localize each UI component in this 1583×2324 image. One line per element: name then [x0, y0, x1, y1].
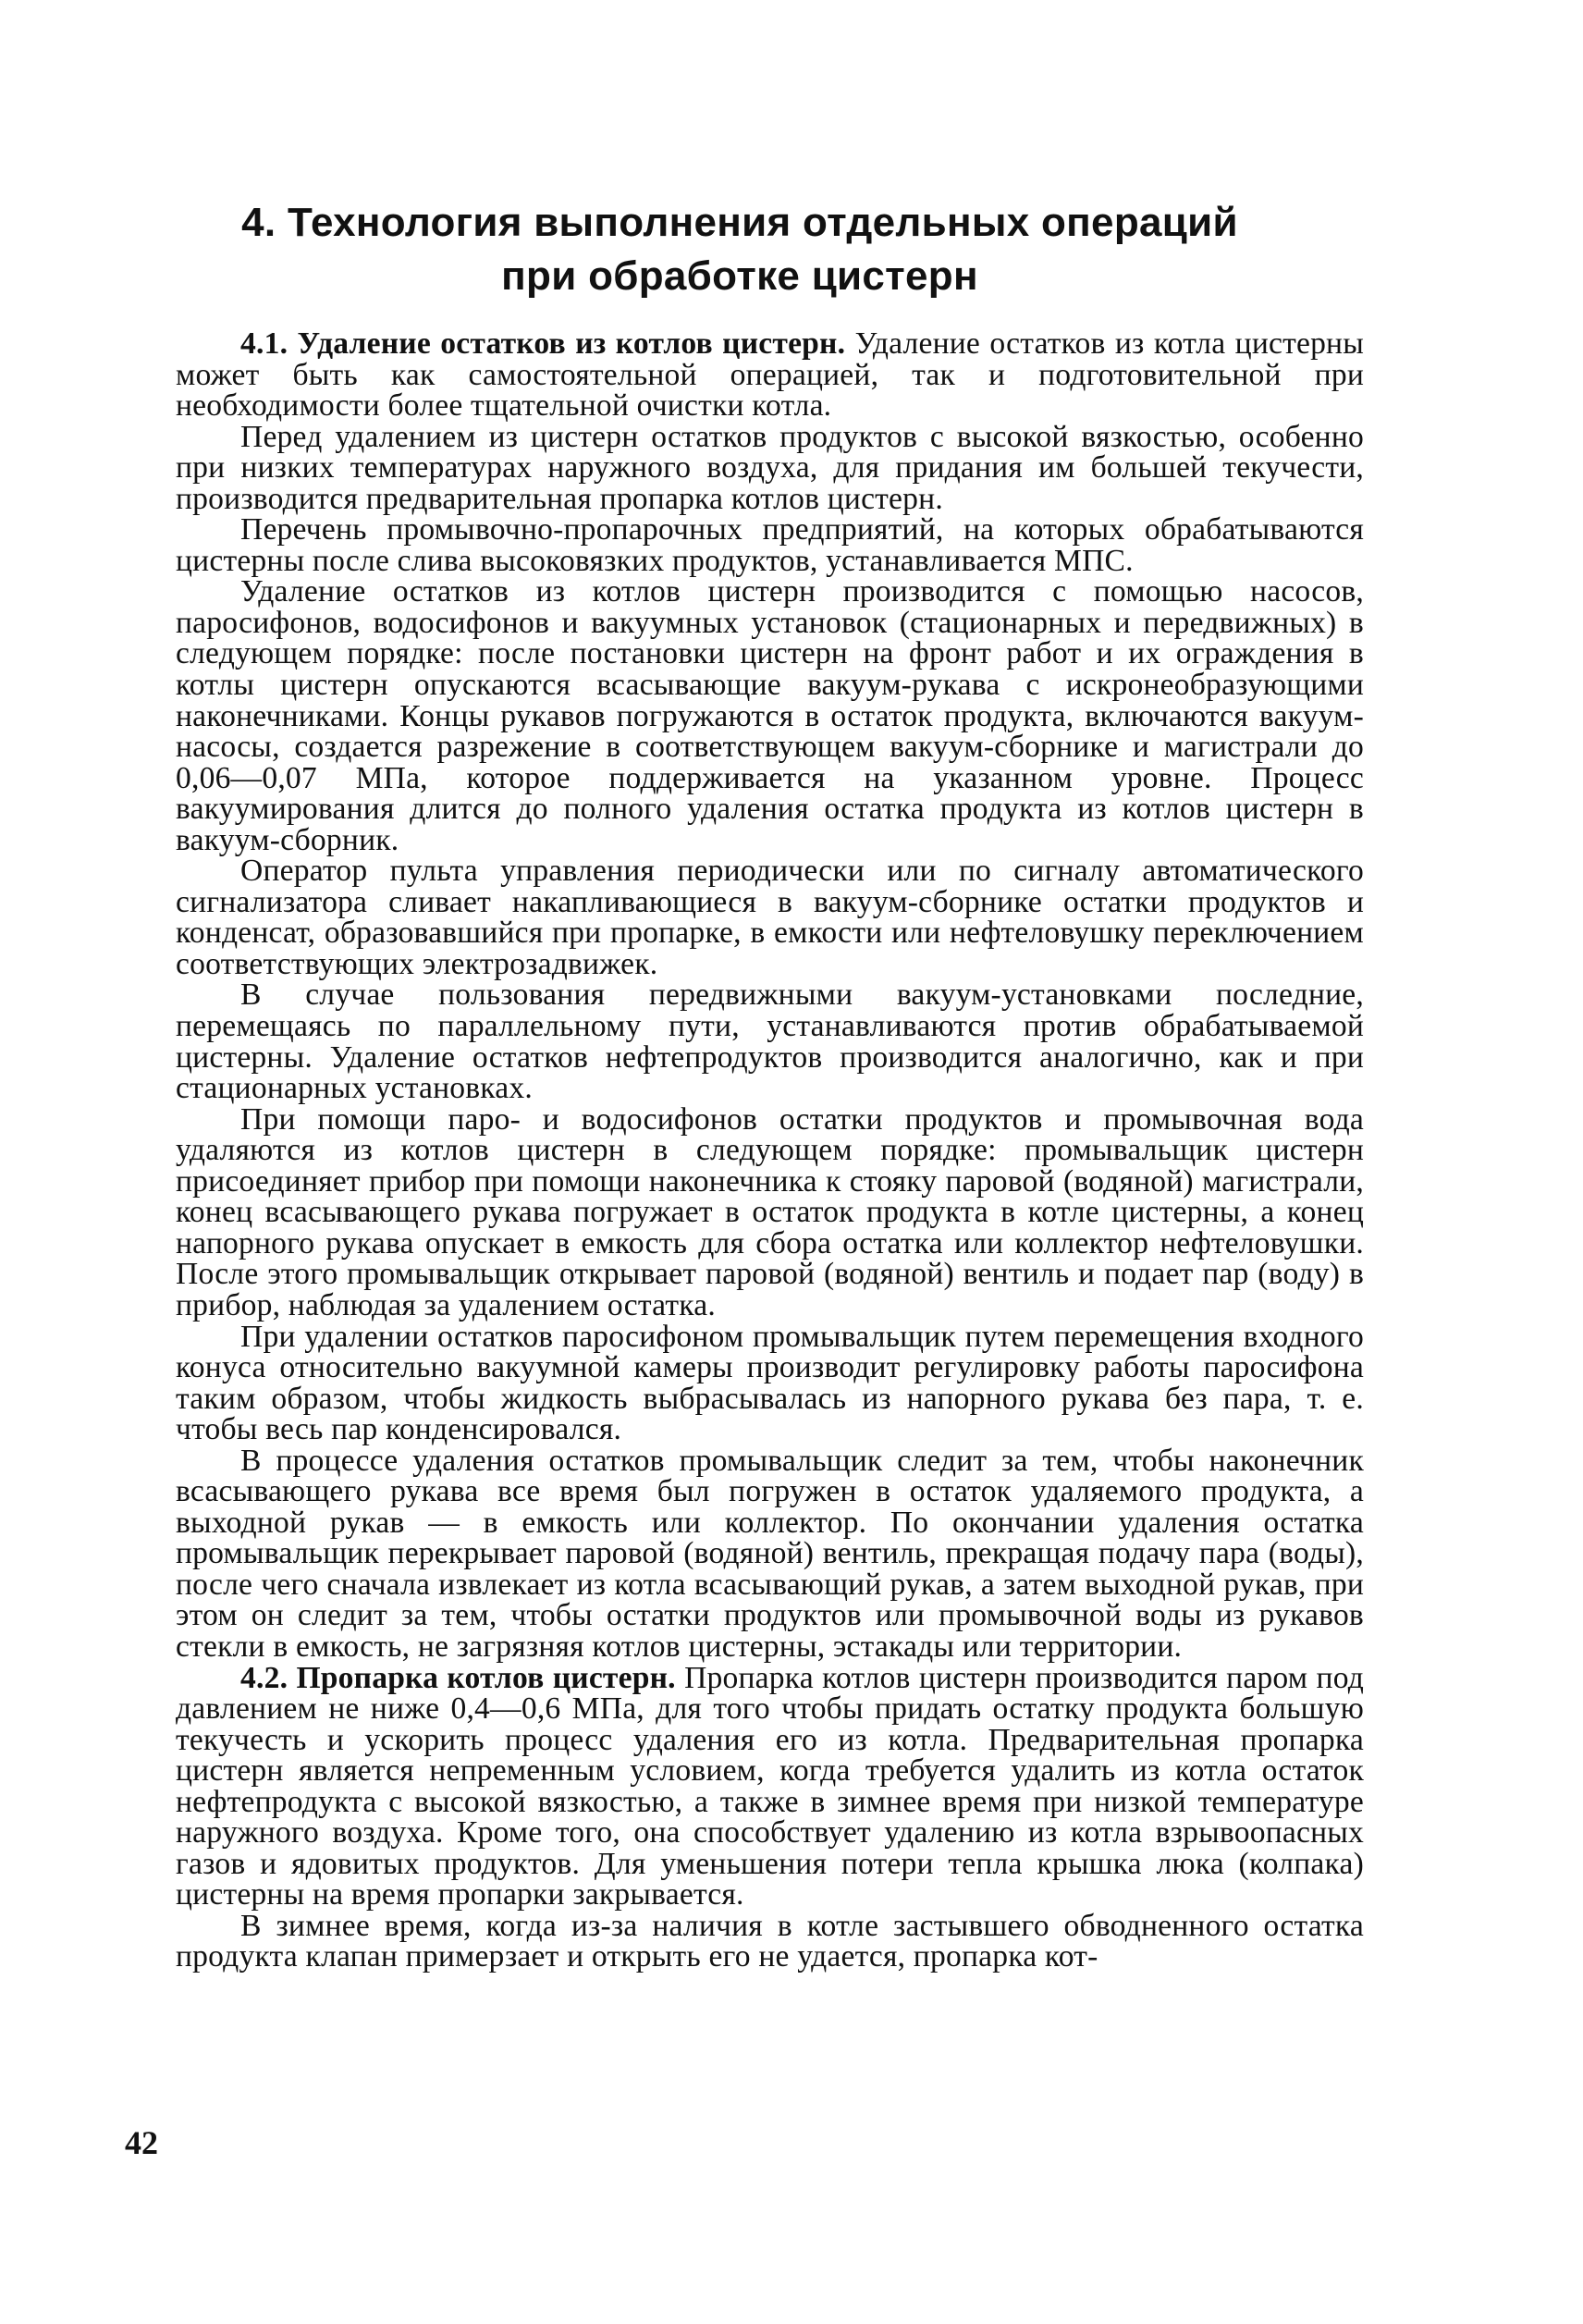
paragraph [176, 1445, 1364, 1663]
paragraph-text: Пропарка котлов цистерн производится паром под давлением не ниже 0,4—0,6 МПа, для того чтобы придать остатку продукта большую текучесть и ускорить процесс удаления его из котла. Предварительная пропарка цистерн является непременным условием, когда требуется удалить из котла остаток нефтепродукта с высокой вязкостью, а также в зимнее время при низкой температуре наружного воздуха. Кроме того, она способствует удалению из котла взрывоопасных газов и ядовитых продуктов. Для уменьшения потери тепла крышка люка (колпака) цистерны на время пропарки закрывается. [176, 1660, 1364, 1912]
paragraph-text: Оператор пульта управления периодически или по сигналу автоматического сигнализатора сливает накапливающиеся в вакуум-сборнике остатки продуктов и конденсат, образовавшийся при пропарке, в емкости или нефтеловушку переключением соответствующих электрозадвижек. [176, 854, 1364, 981]
paragraph-text: Перед удалением из цистерн остатков продуктов с высокой вязкостью, особенно при низких температурах наружного воздуха, для придания им большей текучести, производится предварительная пропарка котлов цистерн. [176, 419, 1364, 516]
subsection-heading-4-2: 4.2. Пропарка котлов цистерн. [240, 1660, 676, 1695]
paragraph [176, 419, 1364, 516]
paragraph-4-2 [176, 1660, 1364, 1912]
paragraph [176, 576, 1364, 855]
paragraph [176, 514, 1364, 576]
paragraph-text: В зимнее время, когда из-за наличия в котле застывшего обводненного остатка продукта клапан примерзает и открыть его не удается, пропарка кот- [176, 1908, 1364, 1974]
body-text [176, 328, 1364, 1973]
paragraph [176, 1319, 1364, 1447]
paragraph-4-1 [176, 328, 1364, 422]
paragraph-text: Удаление остатков из котлов цистерн производится с помощью насосов, паросифонов, водосифонов и вакуумных установок (стационарных и передвижных) в следующем порядке: после постановки цистерн на фронт работ и их ограждения в котлы цистерн опускаются всасывающие вакуум-рукава с искронеобразующими наконечниками. Концы рукавов погружаются в остаток продукта, включаются вакуум-насосы, создается разрежение в соответствующем вакуум-сборнике и магистрали до 0,06—0,07 МПа, которое поддерживается на указанном уровне. Процесс вакуумирования длится до полного удаления остатка продукта из котлов цистерн в вакуум-сборник. [176, 574, 1364, 857]
paragraph-text: При удалении остатков паросифоном промывальщик путем перемещения входного конуса относительно вакуумной камеры производит регулировку работы паросифона таким образом, чтобы жидкость выбрасывалась из напорного рукава без пара, т. е. чтобы весь пар конденсировался. [176, 1319, 1364, 1447]
paragraph-text: Удаление остатков из котла цистерны может быть как самостоятельной операцией, так и подготовительной при необходимости более тщательной очистки котла. [176, 326, 1364, 424]
paragraph-text: В случае пользования передвижными вакуум-установками последние, перемещаясь по параллельному пути, устанавливаются против обрабатываемой цистерны. Удаление остатков нефтепродуктов производится аналогично, как и при стационарных установках. [176, 978, 1364, 1106]
paragraph [176, 1908, 1364, 1974]
subsection-heading-4-1: 4.1. Удаление остатков из котлов цистерн. [240, 326, 846, 361]
page-number: 42 [125, 2124, 158, 2161]
paragraph [176, 1101, 1364, 1322]
paragraph-text: При помощи паро- и водосифонов остатки продуктов и промывочная вода удаляются из котлов цистерн в следующем порядке: промывальщик цистерн присоединяет прибор при помощи наконечника к стояку паровой (водяной) магистрали, конец всасывающего рукава погружает в остаток продукта в котле цистерны, а конец напорного рукава опускает в емкость для сбора остатка или коллектор нефтеловушки. После этого промывальщик открывает паровой (водяной) вентиль и подает пар (воду) в прибор, наблюдая за удалением остатка. [176, 1101, 1364, 1322]
section-heading [185, 196, 1295, 303]
paragraph [176, 978, 1364, 1106]
section-heading-line-2: при обработке цистерн [501, 253, 978, 299]
paragraph-text: В процессе удаления остатков промывальщик следит за тем, чтобы наконечник всасывающего рукава все время был погружен в остаток удаляемого продукта, а выходной рукав — в емкость или коллектор. По окончании удаления остатка промывальщик перекрывает паровой (водяной) вентиль, прекращая подачу пара (воды), после чего сначала извлекает из котла всасывающий рукав, а затем выходной рукав, при этом он следит за тем, чтобы остатки продуктов или промывочной воды из рукавов стекли в емкость, не загрязняя котлов цистерны, эстакады или территории. [176, 1443, 1364, 1664]
section-heading-line-1: 4. Технология выполнения отдельных операций [241, 200, 1238, 245]
paragraph [176, 855, 1364, 979]
paragraph-text: Перечень промывочно-пропарочных предприятий, на которых обрабатываются цистерны после слива высоковязких продуктов, устанавливается МПС. [176, 512, 1364, 578]
